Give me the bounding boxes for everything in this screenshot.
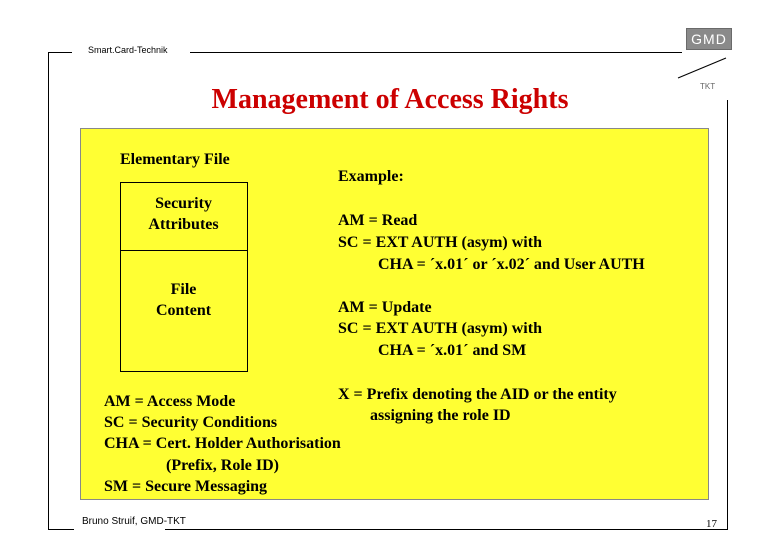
example1-line1: AM = Read	[338, 212, 418, 229]
legend-x-line2: assigning the role ID	[370, 407, 511, 424]
file-content-line2: Content	[155, 302, 212, 319]
footer-author: Bruno Struif, GMD-TKT	[82, 516, 186, 527]
page-title: Management of Access Rights	[211, 84, 569, 115]
logo-sub: TKT	[700, 82, 716, 91]
example2-line1: AM = Update	[338, 299, 432, 316]
example1-line3: CHA = ´x.01´ or ´x.02´ and User AUTH	[378, 256, 645, 273]
frame-line	[727, 100, 728, 530]
file-content-line1: File	[170, 281, 197, 298]
example-label: Example:	[338, 168, 404, 185]
frame-line	[165, 529, 728, 530]
example1-line2: SC = EXT AUTH (asym) with	[338, 234, 542, 251]
header-label: Smart.Card-Technik	[88, 45, 168, 55]
legend-cha: CHA = Cert. Holder Authorisation	[104, 435, 341, 452]
gmd-logo	[686, 28, 732, 50]
security-attributes-line2: Attributes	[148, 216, 219, 233]
legend-am: AM = Access Mode	[104, 393, 236, 410]
frame-line	[48, 52, 72, 53]
frame-line	[48, 529, 74, 530]
file-divider	[120, 250, 247, 251]
frame-line	[48, 52, 49, 530]
legend-cha-detail: (Prefix, Role ID)	[166, 457, 279, 474]
elementary-file-label: Elementary File	[120, 151, 230, 168]
example2-line2: SC = EXT AUTH (asym) with	[338, 320, 542, 337]
page-number: 17	[706, 518, 717, 530]
security-attributes-line1: Security	[155, 195, 212, 212]
example2-line3: CHA = ´x.01´ and SM	[378, 342, 527, 359]
frame-line	[190, 52, 682, 53]
logo-slash-icon	[672, 56, 732, 80]
legend-sc: SC = Security Conditions	[104, 414, 278, 431]
legend-sm: SM = Secure Messaging	[104, 478, 268, 495]
logo-text: GMD	[691, 31, 727, 47]
legend-x-line1: X = Prefix denoting the AID or the entity	[338, 386, 617, 403]
